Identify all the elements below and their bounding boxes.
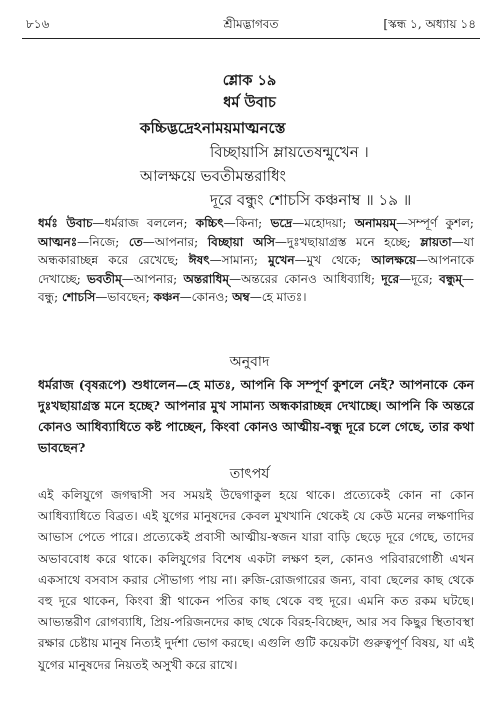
synonym-term: দূরে — [381, 271, 400, 286]
synonym-gloss: —আপনার; — [121, 271, 184, 286]
synonym-term: অনাময়ম্ — [354, 216, 397, 230]
synonym-gloss: —ধর্মরাজ বললেন; — [92, 216, 196, 230]
purport-heading: তাৎপর্য — [229, 466, 270, 482]
synonym-gloss: —হে মাতঃ। — [249, 290, 307, 305]
running-header — [26, 14, 476, 36]
synonym-gloss: —ভাবছেন; — [95, 290, 154, 305]
synonym-term: কচ্চিৎ — [195, 216, 224, 230]
synonym-term: বিচ্ছায়া অসি — [207, 234, 275, 249]
synonym-term: অম্ব — [232, 290, 250, 305]
verse-speaker: ধর্ম উবাচ — [223, 94, 276, 111]
synonym-term: তে — [128, 234, 143, 249]
synonym-gloss: —কিনা; — [223, 216, 271, 230]
book-title: শ্রীমদ্ভাগবত — [223, 17, 279, 31]
purport-text: এই কলিযুগে জগদ্বাসী সব সময়ই উদ্বেগাকুল হয়ে থাকে। প্রত্যেকেই কোন না কোন আধিব্যাধিতে বিব্রত। এই যুগের মানুষদের কেবল মুখখানি থেকেই যে কেউ মনের লক্ষণাদির আভাস পেতে পারে। প্রত্যেকেই প্রবাসী আত্মীয়-স্বজন যারা বাড়ি ছেড়ে দূরে গেছে, তাদের অভাববোধ করে থাকে। কলিযুগের বিশেষ একটা লক্ষণ হল, কোনও পরিবারগোষ্ঠী এখন একসাথে বসবাস করার সৌভাগ্য পায় না। রুজি-রোজগারের জন্য, বাবা ছেলের কাছ থেকে বহু দূরে থাকেন, কিংবা স্ত্রী থাকেন পতির কাছ থেকে বহু দূরে। এমনি কত রকম ঘটছে। আভ্যন্তরীণ রোগব্যাধি, প্রিয়-পরিজনদের কাছ থেকে বিরহ-বিচ্ছেদ, আর সব কিছুর স্থিতাবস্থা রক্ষার চেষ্টায় মানুষ নিত্যই দুর্দশা ভোগ করছে। এগুলি গুটি কয়েকটা গুরুত্বপূর্ণ বিষয়, যা এই যুগের মানুষদের নিয়তই অসুখী করে রাখে। — [38, 488, 474, 672]
synonym-gloss: —নিজে; — [77, 234, 129, 249]
translation-heading: অনুবাদ — [229, 354, 270, 370]
synonym-gloss: —সম্পূর্ণ কুশল; — [396, 216, 474, 230]
synonym-gloss: —যা অন্ধকারাচ্ছন্ন করে রেখেছে; — [38, 234, 474, 268]
section-reference: [স্কন্ধ ১, অধ্যায় ১৪ — [383, 17, 476, 31]
synonym-term: মুখেন — [268, 253, 295, 268]
synonym-gloss: —দূরে; — [399, 271, 440, 286]
verse-line-4: দূরে বন্ধুং শোচসি কঞ্চনাম্ব ॥ ১৯ ॥ — [210, 191, 412, 209]
synonym-term: ঈষৎ — [188, 253, 210, 268]
synonym-gloss: —মুখ থেকে; — [294, 253, 372, 268]
synonym-term: ভদ্রে — [270, 216, 293, 230]
verse-line-2: বিচ্ছায়াসি ম্লায়তেষন্মুখেন । — [210, 143, 369, 161]
synonym-gloss: —দুঃখছায়াগ্রস্ত মনে হচ্ছে; — [274, 234, 421, 249]
translation-text: ধর্মরাজ (বৃষরূপে) শুধালেন—হে মাতঃ, আপনি কি সম্পূর্ণ কুশলে নেই? আপনাকে কেন দুঃখছায়াগ্রস্ত মনে হচ্ছে? আপনার মুখ সামান্য অন্ধকারাচ্ছন্ন দেখাচ্ছে। আপনি কি অন্তরে কোনও আধিব্যাধিতে কষ্ট পাচ্ছেন, কিংবা কোনও আত্মীয়-বন্ধু দূরে চলে গেছে, তার কথা ভাবছেন? — [38, 377, 474, 455]
synonym-term: ভবতীম্ — [87, 271, 122, 286]
word-for-word-synonyms — [38, 214, 474, 307]
verse-line-3: আলক্ষয়ে ভবতীমন্তরাধিং — [140, 167, 286, 185]
verse-line-1: কচ্চিদ্ভদ্রেঽনাময়মাত্মনস্তে — [140, 119, 286, 137]
synonym-gloss: —আপনাকে দেখাচ্ছে; — [38, 253, 474, 286]
synonym-term: ধর্মঃ উবাচ — [38, 216, 93, 230]
synonym-term: বন্ধুম্ — [439, 271, 462, 286]
synonym-gloss: —সামান্য; — [209, 253, 269, 268]
synonym-gloss: —বন্ধু; — [38, 271, 474, 305]
synonym-gloss: —মহোদয়া; — [292, 216, 355, 230]
page-number: ৮১৬ — [26, 17, 50, 31]
synonym-term: অন্তরাধিম্ — [183, 271, 230, 286]
synonym-term: ম্লায়তা — [420, 234, 452, 249]
synonym-term: শোচসি — [62, 290, 96, 305]
synonym-gloss: —আপনার; — [142, 234, 208, 249]
synonym-term: কঞ্চন — [153, 290, 180, 305]
synonym-gloss: —কোনও; — [179, 290, 233, 305]
synonym-term: আত্মনঃ — [38, 234, 78, 249]
synonym-gloss: —অন্তরের কোনও আধিব্যাধি; — [229, 271, 382, 286]
synonym-term: আলক্ষয়ে — [371, 253, 416, 268]
verse-number: শ্লোক ১৯ — [222, 72, 277, 89]
header-rule — [22, 38, 480, 39]
